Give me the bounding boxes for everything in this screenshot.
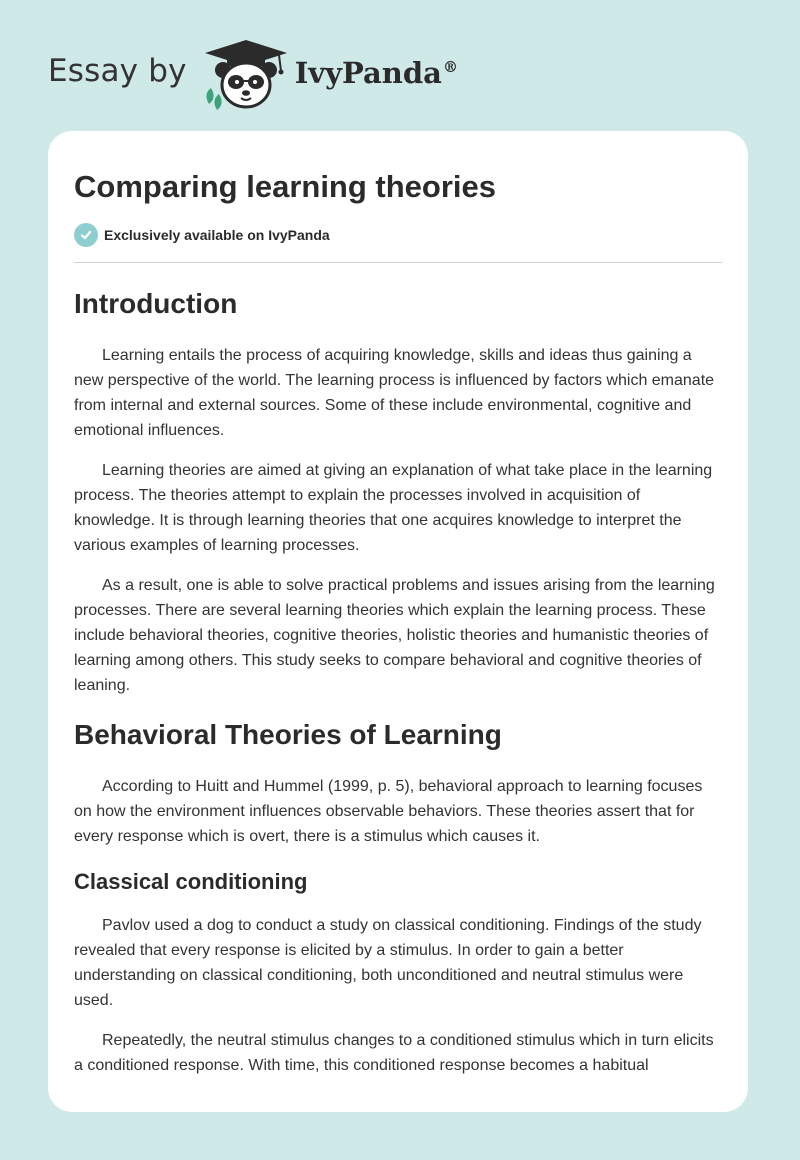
brand-header [48, 38, 458, 110]
paragraph: Pavlov used a dog to conduct a study on classical conditioning. Findings of the study revealed that every response is elicited by a stimulus. In order to gain a better understanding on classical conditioning, both unconditioned and neutral stimulus were used. [74, 917, 702, 1009]
section-heading-introduction: Introduction [74, 288, 238, 319]
section-heading-behavioral: Behavioral Theories of Learning [74, 719, 502, 750]
paragraph: Learning entails the process of acquiring knowledge, skills and ideas thus gaining a new perspective of the world. The learning process is influenced by factors which emanate from internal and external sources. Some of these include environmental, cognitive and emotional influences. [74, 347, 715, 439]
paragraph: As a result, one is able to solve practical problems and issues arising from the learning processes. There are several learning theories which explain the learning process. These include behavioral theories, cognitive theories, holistic theories and humanistic theories of learning among others. This study seeks to compare behavioral and cognitive theories of leaning. [74, 577, 715, 694]
paragraph: According to Huitt and Hummel (1999, p. 5), behavioral approach to learning focuses on how the environment influences observable behaviors. These theories assert that for every response which is overt, there is a stimulus which causes it. [74, 778, 703, 845]
brand-prefix: Essay by [48, 53, 187, 89]
essay-card [48, 131, 748, 1112]
subsection-heading-classical: Classical conditioning [74, 869, 308, 894]
checkmark-icon [74, 223, 98, 247]
page-title: Comparing learning theories [74, 169, 497, 204]
divider [74, 262, 722, 263]
paragraph: Learning theories are aimed at giving an explanation of what take place in the learning process. The theories attempt to explain the processes involved in acquisition of knowledge. It is through learning theories that one acquires knowledge to interpret the various examples of learning processes. [74, 462, 713, 554]
exclusive-badge-text: Exclusively available on IvyPanda [104, 227, 330, 243]
paragraph: Repeatedly, the neutral stimulus changes to a conditioned stimulus which in turn elicits a conditioned response. With time, this conditioned response becomes a habitual [74, 1032, 714, 1074]
panda-graduate-logo-icon [201, 38, 291, 110]
exclusive-badge [74, 223, 722, 247]
brand-name: IvyPanda® [294, 56, 458, 90]
